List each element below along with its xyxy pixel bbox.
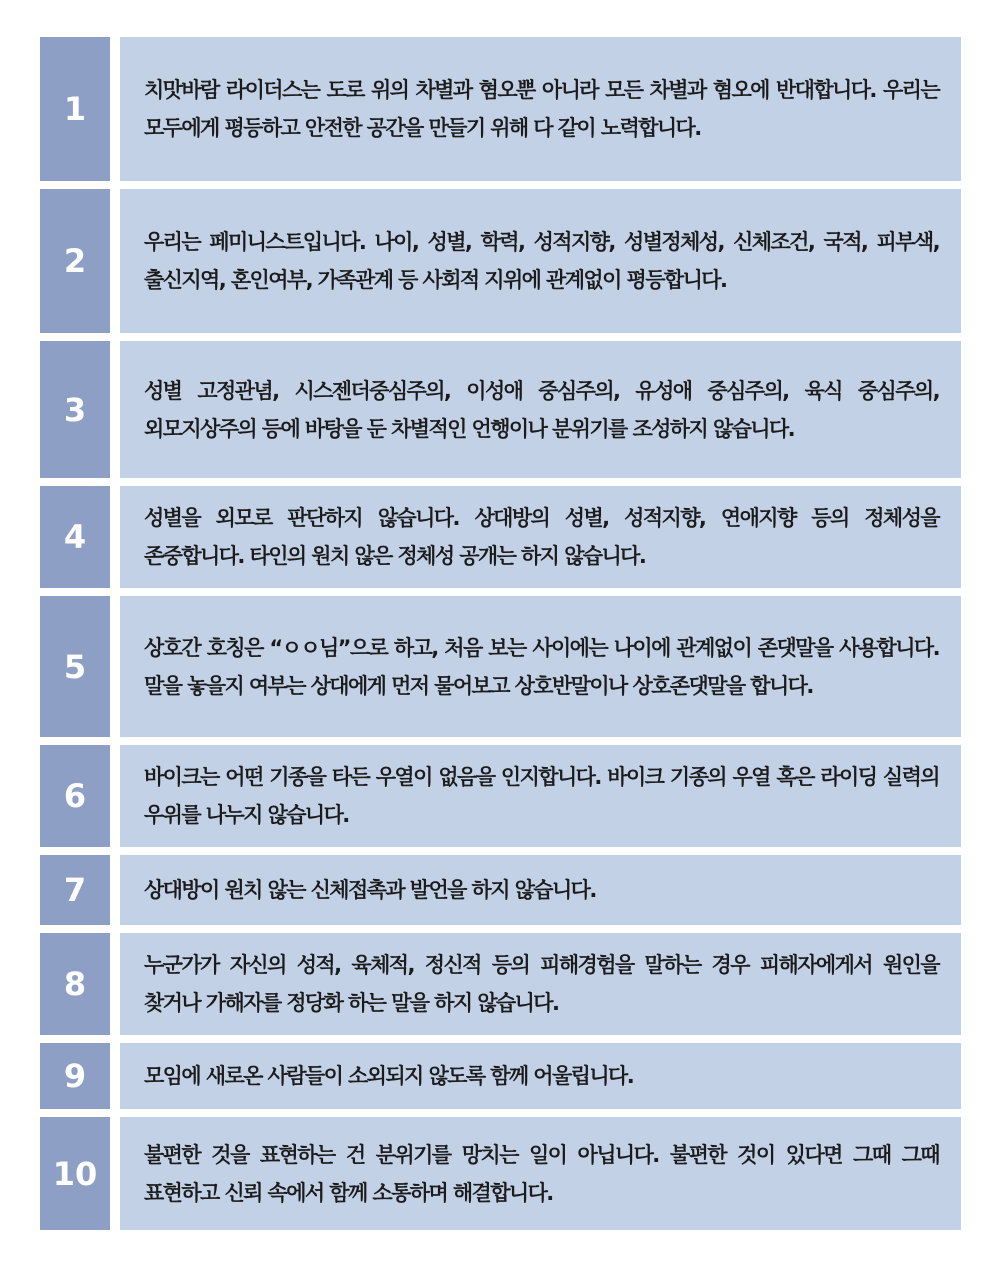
rule-text-box [120, 189, 961, 333]
rule-text: 성별 고정관념, 시스젠더중심주의, 이성애 중심주의, 유성애 중심주의, 육식 중심주의, 외모지상주의 등에 바탕을 둔 차별적인 언행이나 분위기를 조성하지 않습니다. [144, 378, 939, 441]
rule-row [40, 341, 961, 478]
rule-text-box [120, 745, 961, 847]
rule-number: 6 [40, 745, 110, 847]
rule-number: 5 [40, 596, 110, 737]
rule-text-box [120, 37, 961, 181]
rule-row [40, 1117, 961, 1230]
rule-text: 누군가가 자신의 성적, 육체적, 정신적 등의 피해경험을 말하는 경우 피해자에게서 원인을 찾거나 가해자를 정당화 하는 말을 하지 않습니다. [144, 953, 939, 1015]
rule-text-box [120, 855, 961, 925]
rule-number: 9 [40, 1043, 110, 1109]
rule-row [40, 37, 961, 181]
rule-number: 3 [40, 341, 110, 478]
rule-row [40, 1043, 961, 1109]
rule-row [40, 486, 961, 588]
rule-number: 1 [40, 37, 110, 181]
rule-text-box [120, 1043, 961, 1109]
rule-number: 8 [40, 933, 110, 1035]
rule-text-box [120, 341, 961, 478]
rule-number: 2 [40, 189, 110, 333]
rule-row [40, 745, 961, 847]
rules-list [40, 37, 961, 1238]
rule-text: 모임에 새로온 사람들이 소외되지 않도록 함께 어울립니다. [144, 1064, 634, 1088]
rule-text: 성별을 외모로 판단하지 않습니다. 상대방의 성별, 성적지향, 연애지향 등의 정체성을 존중합니다. 타인의 원치 않은 정체성 공개는 하지 않습니다. [144, 506, 939, 568]
rule-text: 상호간 호칭은 “ㅇㅇ님”으로 하고, 처음 보는 사이에는 나이에 관계없이 존댓말을 사용합니다. 말을 놓을지 여부는 상대에게 먼저 물어보고 상호반말이나 상호존댓말을 합니다. [144, 635, 939, 698]
rule-text-box [120, 596, 961, 737]
rule-row [40, 855, 961, 925]
rule-row [40, 189, 961, 333]
rule-text: 상대방이 원치 않는 신체접촉과 발언을 하지 않습니다. [144, 878, 596, 902]
rule-number: 7 [40, 855, 110, 925]
rule-row [40, 596, 961, 737]
rule-text-box [120, 933, 961, 1035]
rule-text: 우리는 페미니스트입니다. 나이, 성별, 학력, 성적지향, 성별정체성, 신체조건, 국적, 피부색, 출신지역, 혼인여부, 가족관계 등 사회적 지위에 관계없이 평등합니다. [144, 230, 939, 292]
rule-number: 4 [40, 486, 110, 588]
rule-text: 바이크는 어떤 기종을 타든 우열이 없음을 인지합니다. 바이크 기종의 우열 혹은 라이딩 실력의 우위를 나누지 않습니다. [144, 765, 939, 827]
rule-row [40, 933, 961, 1035]
rule-text: 치맛바람 라이더스는 도로 위의 차별과 혐오뿐 아니라 모든 차별과 혐오에 반대합니다. 우리는 모두에게 평등하고 안전한 공간을 만들기 위해 다 같이 노력합니다. [144, 78, 939, 140]
rule-number: 10 [40, 1117, 110, 1230]
rule-text-box [120, 486, 961, 588]
rule-text-box [120, 1117, 961, 1230]
rule-text: 불편한 것을 표현하는 건 분위기를 망치는 일이 아닙니다. 불편한 것이 있다면 그때 그때 표현하고 신뢰 속에서 함께 소통하며 해결합니다. [144, 1142, 939, 1205]
